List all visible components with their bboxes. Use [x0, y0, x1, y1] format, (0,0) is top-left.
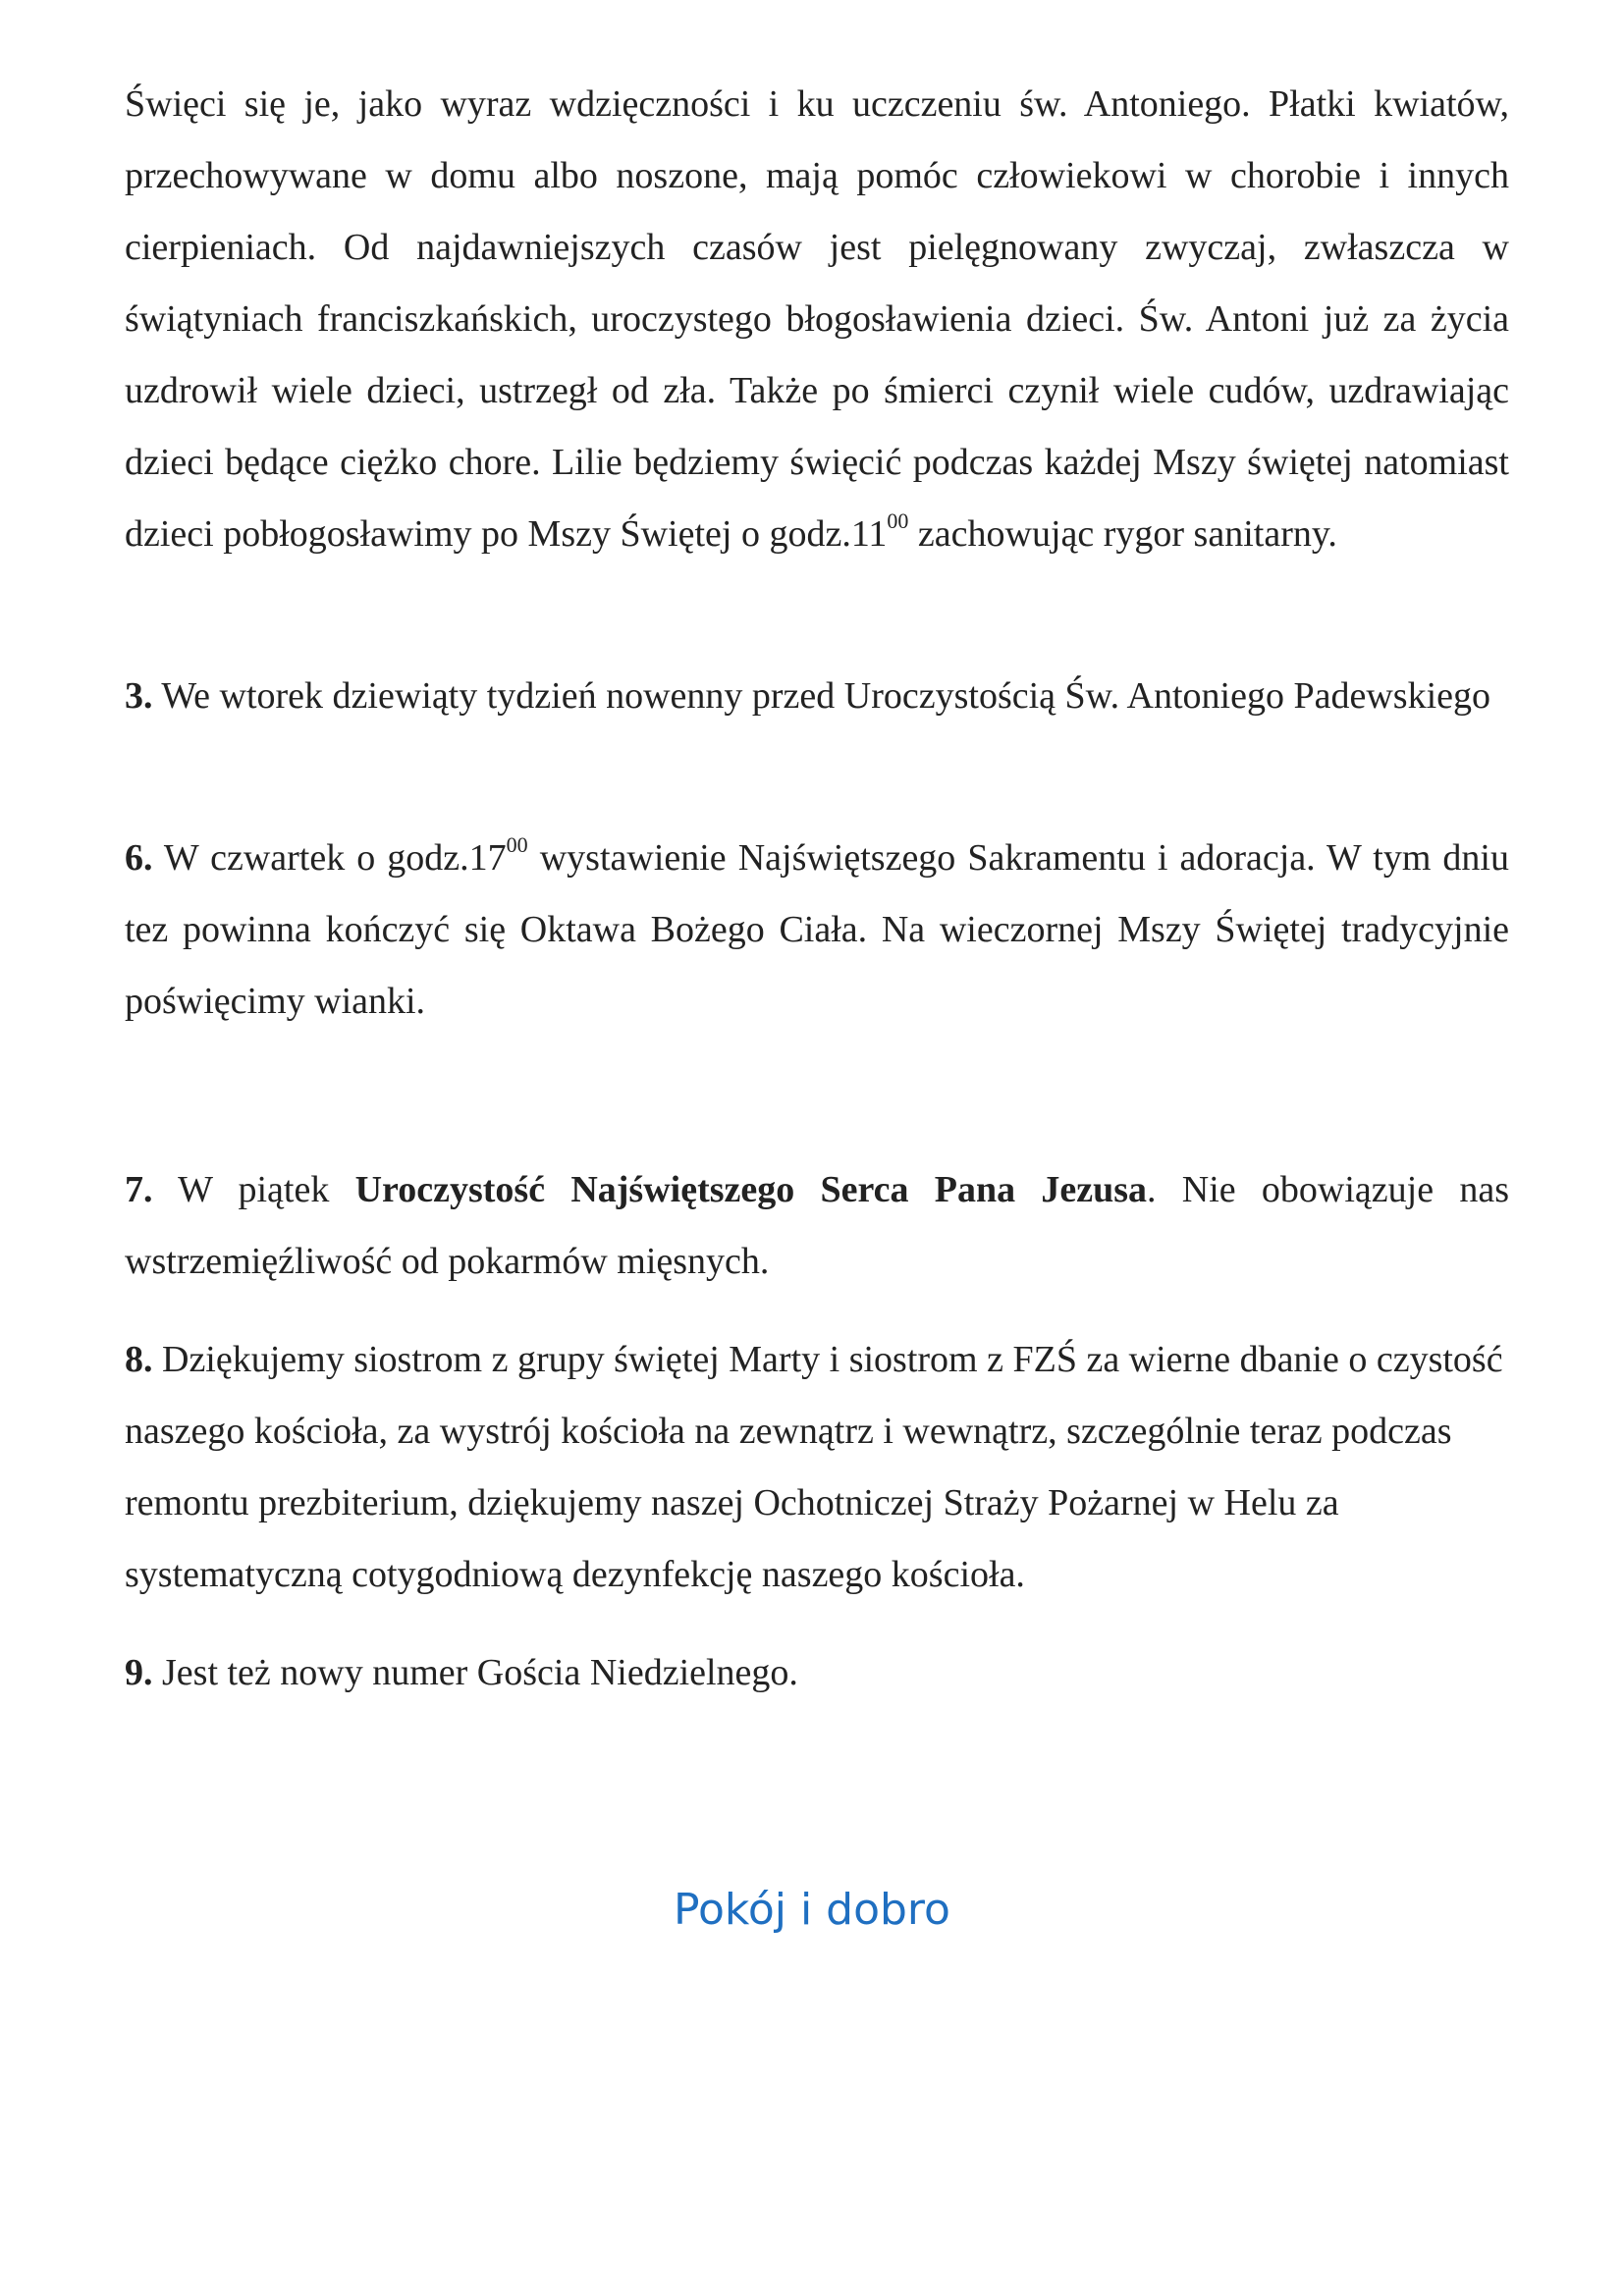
announcement-text: Jest też nowy numer Gościa Niedzielnego.	[152, 1652, 798, 1693]
announcement-3	[125, 661, 1509, 732]
closing-greeting: Pokój i dobro	[674, 1885, 950, 1935]
announcement-number: 9.	[125, 1652, 153, 1693]
superscript-time: 00	[887, 508, 909, 534]
announcement-text: We wtorek dziewiąty tydzień nowenny przed Uroczystością Św. Antoniego Padewskiego	[152, 675, 1490, 717]
announcement-text: Dziękujemy siostrom z grupy świętej Marty i siostrom z FZŚ za wierne dbanie o czystość naszego kościoła, za wystrój kościoła na zewnątrz i wewnątrz, szczególnie teraz podczas remontu prezbiterium, dziękujemy naszej Ochotniczej Straży Pożarnej w Helu za systematyczną cotygodniową dezynfekcję naszego kościoła.	[125, 1339, 1503, 1595]
superscript-time: 00	[506, 832, 528, 858]
announcement-number: 7.	[125, 1169, 153, 1210]
announcement-text: . Nie obowiązuje nas wstrzemięźliwość od pokarmów mięsnych.	[125, 1169, 1509, 1282]
announcement-9	[125, 1637, 1509, 1709]
announcement-text: wystawienie Najświętszego Sakramentu i adoracja. W tym dniu tez powinna kończyć się Oktawa Bożego Ciała. Na wieczornej Mszy Świętej tradycyjnie poświęcimy wianki.	[125, 837, 1509, 1022]
announcement-7	[125, 1154, 1509, 1298]
announcement-number: 8.	[125, 1339, 153, 1380]
announcement-number: 6.	[125, 837, 153, 879]
paragraph-lilies-blessing	[125, 69, 1509, 570]
document-body	[125, 69, 1509, 1709]
announcement-text: W piątek	[152, 1169, 355, 1210]
announcement-number: 3.	[125, 675, 153, 717]
announcement-text: W czwartek o godz.17	[152, 837, 507, 879]
paragraph-text: Święci się je, jako wyraz wdzięczności i ku uczczeniu św. Antoniego. Płatki kwiatów, przechowywane w domu albo noszone, mają pomóc człowiekowi w chorobie i innych cierpieniach. Od najdawniejszych czasów jest pielęgnowany zwyczaj, zwłaszcza w świątyniach franciszkańskich, uroczystego błogosławienia dzieci. Św. Antoni już za życia uzdrowił wiele dzieci, ustrzegł od zła. Także po śmierci czynił wiele cudów, uzdrawiając dzieci będące ciężko chore. Lilie będziemy święcić podczas każdej Mszy świętej natomiast dzieci pobłogosławimy po Mszy Świętej o godz.11	[125, 83, 1509, 555]
feast-name: Uroczystość Najświętszego Serca Pana Jezusa	[354, 1169, 1148, 1210]
paragraph-text: zachowując rygor sanitarny.	[908, 513, 1337, 555]
announcement-6	[125, 823, 1509, 1038]
announcement-8	[125, 1324, 1509, 1611]
